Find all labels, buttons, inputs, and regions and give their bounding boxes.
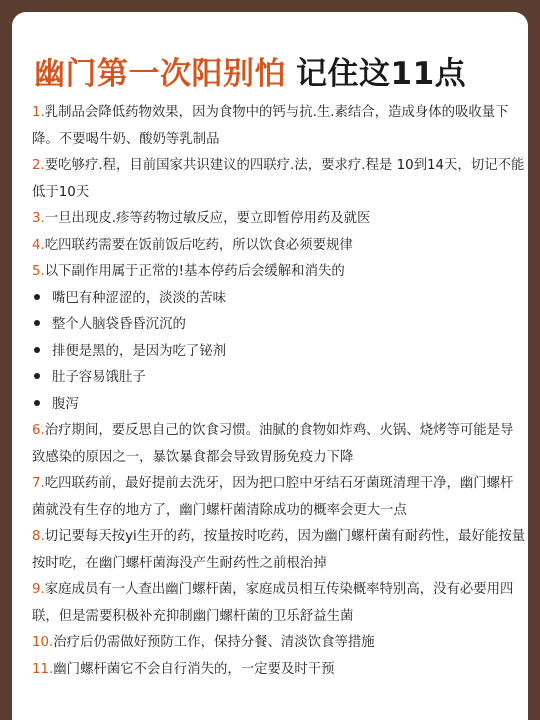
tip-number: 9. bbox=[32, 582, 45, 597]
side-effect-item bbox=[32, 365, 526, 392]
side-effect-item bbox=[32, 392, 526, 419]
tip-number: 4. bbox=[32, 237, 45, 253]
side-effect-item bbox=[32, 339, 526, 366]
page-title bbox=[34, 48, 467, 92]
side-effect-text: 排便是黑的，是因为吃了铋剂 bbox=[52, 343, 227, 359]
title-accent: 记住这11点 bbox=[296, 56, 467, 92]
tip-text: 要吃够疗.程，目前国家共识建议的四联疗.法，要求疗.程是 10到14天，切记不能低于10天 bbox=[32, 158, 525, 200]
tip-number: 1. bbox=[32, 105, 45, 120]
tip-item bbox=[32, 233, 526, 260]
tip-number: 6. bbox=[32, 423, 45, 438]
side-effect-text: 肚子容易饿肚子 bbox=[52, 370, 146, 385]
tip-number: 2. bbox=[32, 158, 45, 173]
side-effect-text: 整个人脑袋昏昏沉沉的 bbox=[52, 317, 186, 332]
tip-number: 10. bbox=[32, 635, 54, 650]
tip-number: 11. bbox=[32, 661, 54, 677]
bullet-dot-icon bbox=[34, 347, 40, 353]
title-main: 幽门第一次阳别怕 bbox=[34, 56, 286, 92]
tip-text: 吃四联药前，最好提前去洗牙，因为把口腔中牙结石牙菌斑清理干净，幽门螺杆菌就没有生存的地方了，幽门螺杆菌清除成功的概率会更大一点 bbox=[32, 476, 514, 518]
side-effect-text: 嘴巴有种涩涩的，淡淡的苦味 bbox=[52, 290, 227, 306]
tip-number: 8. bbox=[32, 529, 45, 544]
tip-text: 切记要每天按yi生开的药，按量按时吃药，因为幽门螺杆菌有耐药性，最好能按量按时吃，在幽门螺杆菌海没产生耐药性之前根治掉 bbox=[32, 529, 526, 571]
tip-number: 5. bbox=[32, 264, 45, 279]
side-effect-item bbox=[32, 286, 526, 313]
tip-item bbox=[32, 206, 526, 233]
tip-text: 以下副作用属于正常的!基本停药后会缓解和消失的 bbox=[44, 264, 345, 279]
bullet-dot-icon bbox=[34, 400, 40, 406]
tip-item bbox=[32, 577, 526, 630]
tip-item bbox=[32, 657, 526, 684]
tips-list bbox=[32, 100, 526, 683]
bullet-dot-icon bbox=[34, 373, 40, 379]
tip-text: 幽门螺杆菌它不会自行消失的，一定要及时干预 bbox=[53, 661, 335, 677]
note-card bbox=[12, 12, 528, 720]
side-effect-item bbox=[32, 312, 526, 339]
tip-text: 吃四联药需要在饭前饭后吃药，所以饮食必须要规律 bbox=[44, 237, 353, 253]
tip-item bbox=[32, 471, 526, 524]
tip-text: 一旦出现皮.疹等药物过敏反应，要立即暂停用药及就医 bbox=[44, 211, 371, 226]
tip-number: 3. bbox=[32, 211, 45, 226]
tip-text: 家庭成员有一人查出幽门螺杆菌，家庭成员相互传染概率特别高，没有必要用四联，但是需要积极补充抑制幽门螺杆菌的卫乐舒益生菌 bbox=[32, 582, 514, 624]
tip-item bbox=[32, 153, 526, 206]
tip-item bbox=[32, 100, 526, 153]
side-effect-text: 腹泻 bbox=[52, 396, 79, 412]
tip-item bbox=[32, 259, 526, 286]
tip-item bbox=[32, 524, 526, 577]
tip-text: 治疗后仍需做好预防工作，保持分餐、清淡饮食等措施 bbox=[53, 635, 375, 650]
tip-item bbox=[32, 418, 526, 471]
tip-item bbox=[32, 630, 526, 657]
tip-number: 7. bbox=[32, 476, 45, 491]
tip-text: 乳制品会降低药物效果，因为食物中的钙与抗.生.素结合，造成身体的吸收量下降。不要喝牛奶、酸奶等乳制品 bbox=[32, 105, 509, 147]
bullet-dot-icon bbox=[34, 320, 40, 326]
bullet-dot-icon bbox=[34, 294, 40, 300]
tip-text: 治疗期间，要反思自己的饮食习惯。油腻的食物如炸鸡、火锅、烧烤等可能是导致感染的原因之一，暴饮暴食都会导致胃肠免疫力下降 bbox=[32, 423, 514, 465]
